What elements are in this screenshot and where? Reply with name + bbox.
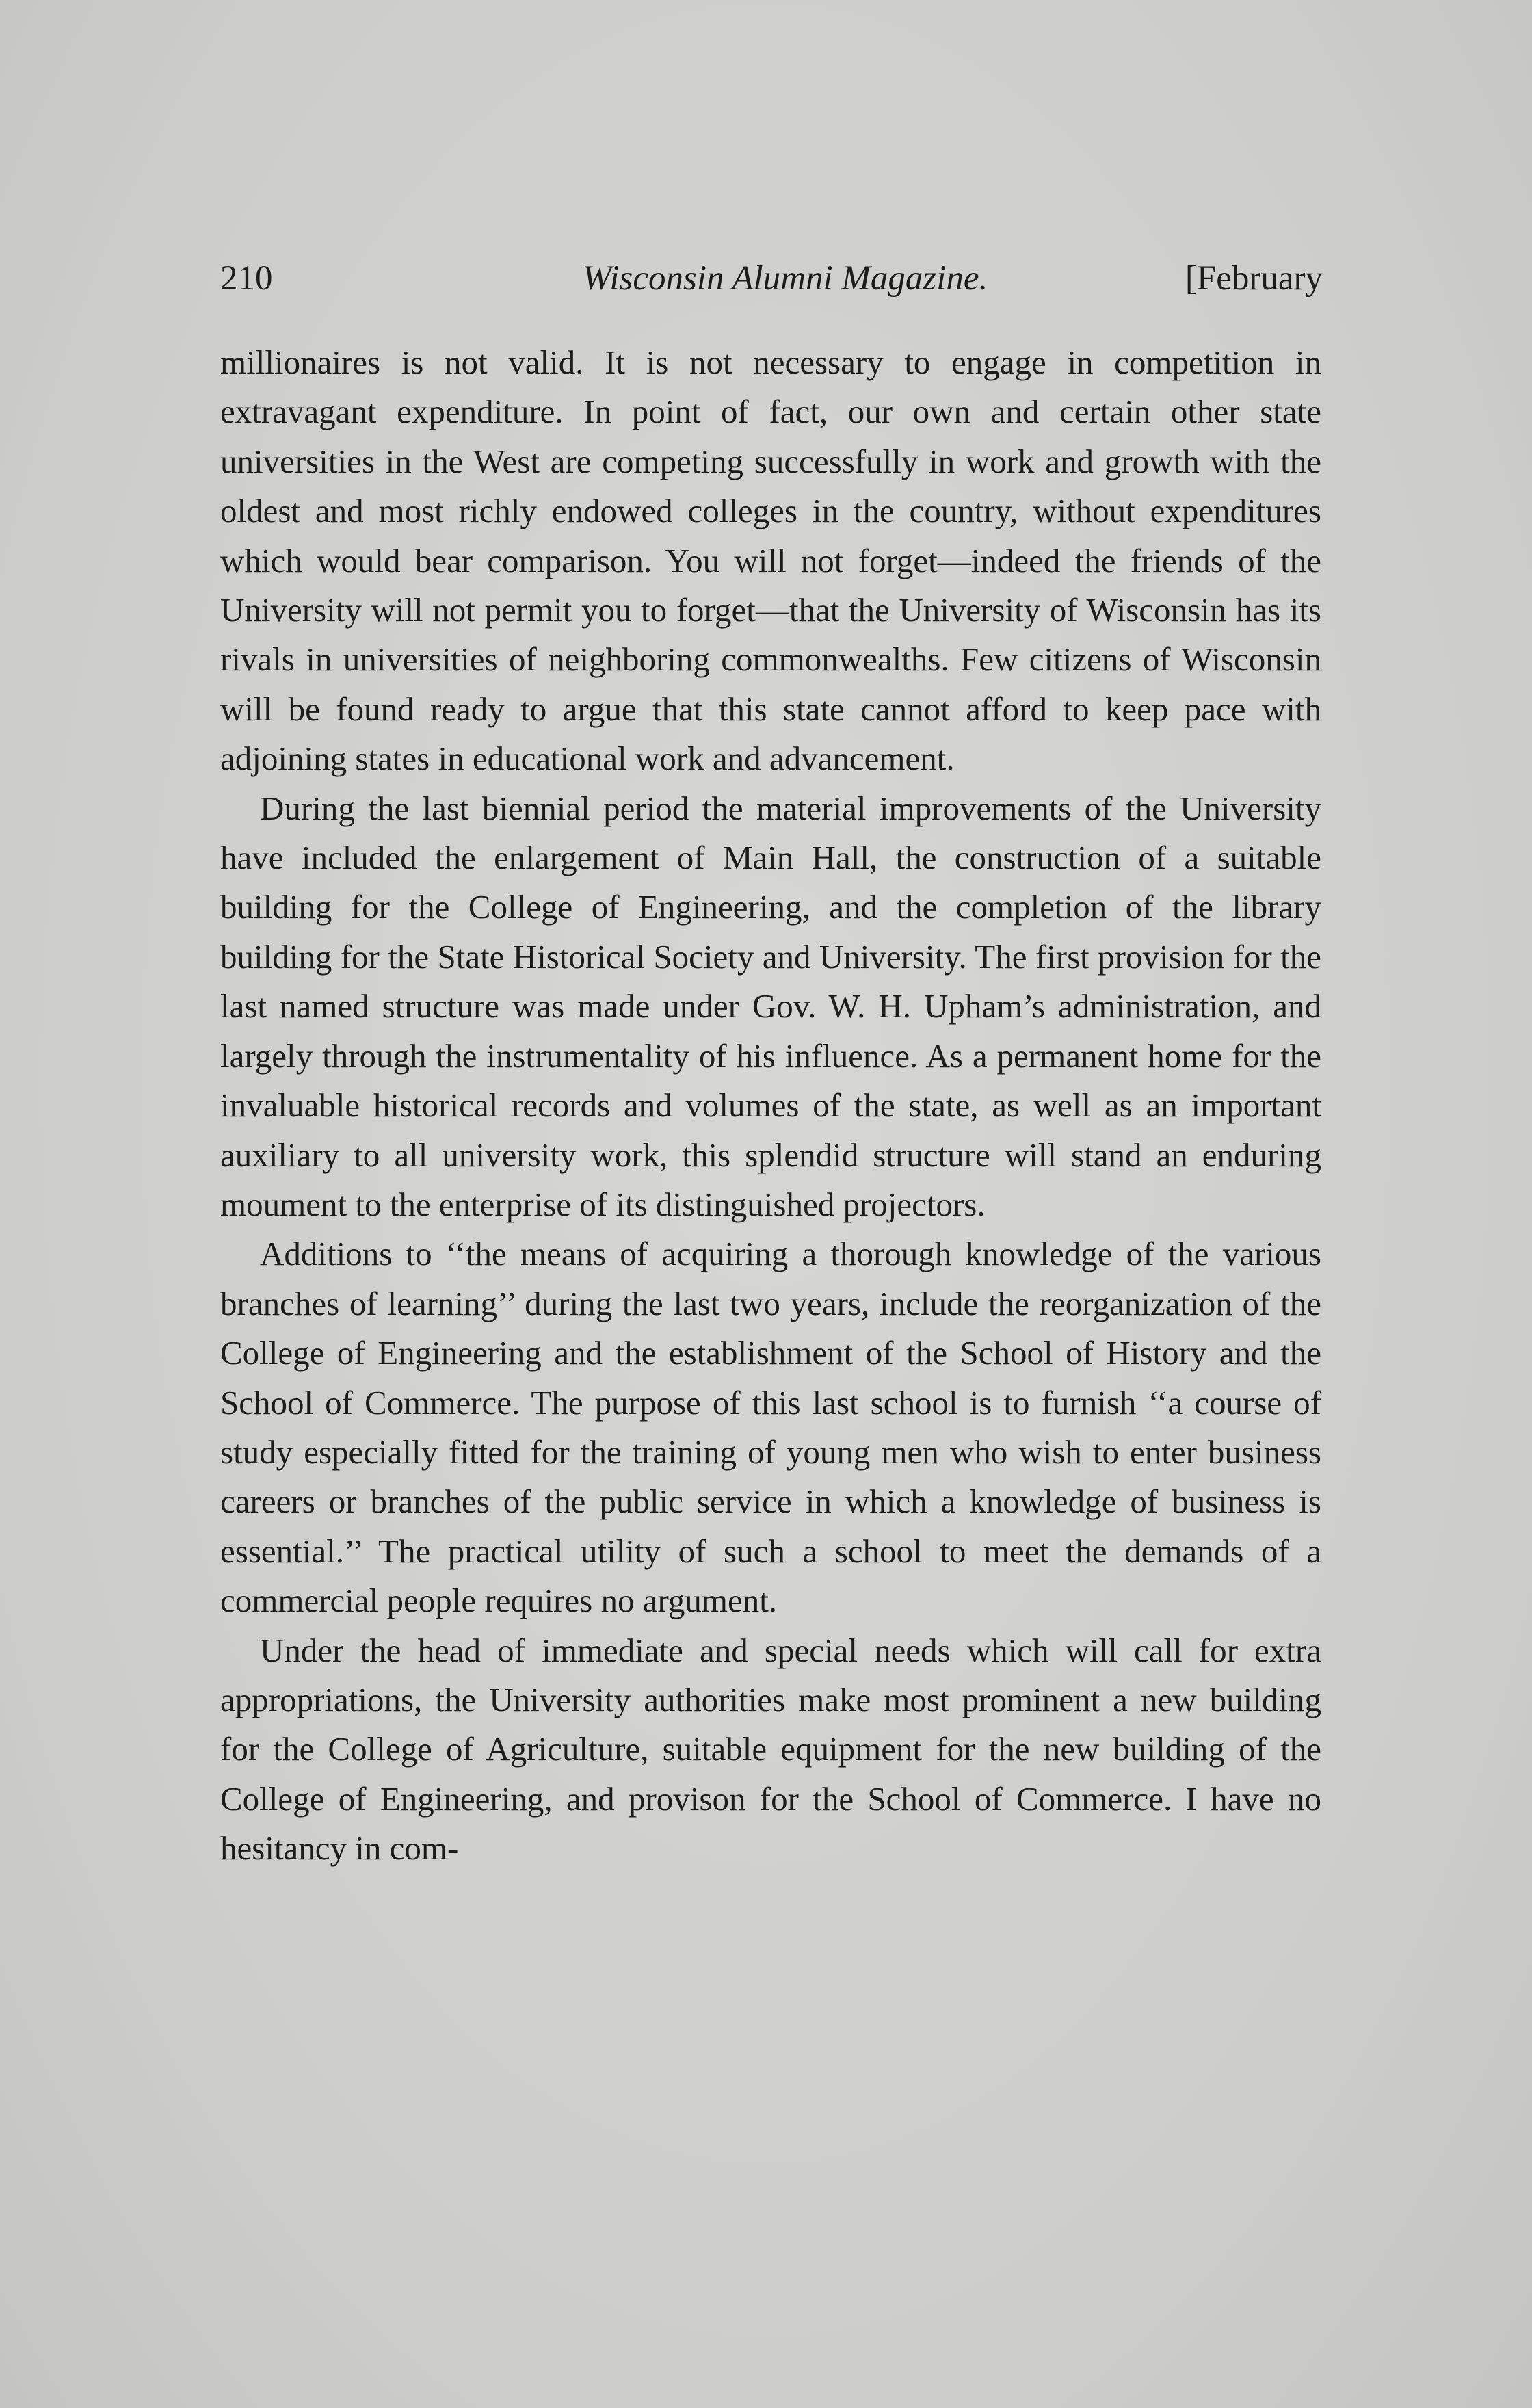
paragraph-3: Additions to ‘‘the means of acquiring a thorough knowledge of the various branches of learning’’ during the last two years, include the reorganization of the College of Engineering and the establishment of the School of History and the School of Commerce. The purpose of this last school is to furnish ‘‘a course of study especially fitted for the training of young men who wish to enter business careers or branches of the public service in which a knowledge of business is essential.’’ The practical utility of such a school to meet the demands of a commercial people requires no argument. (220, 1235, 1321, 1620)
article-body (220, 338, 1321, 1874)
running-header (220, 254, 1323, 302)
magazine-title: Wisconsin Alumni Magazine. (582, 259, 988, 298)
page-number: 210 (220, 259, 273, 298)
paragraph-2: During the last biennial period the material improvements of the University have included the enlargement of Main Hall, the construction of a suitable building for the College of Engineering, and the completion of the library building for the State Historical Society and University. The first provision for the last named structure was made under Gov. W. H. Upham’s administration, and largely through the instrumentality of his influence. As a permanent home for the invaluable historical records and volumes of the state, as well as an important auxiliary to all university work, this splendid structure will stand an enduring moument to the enterprise of its distinguished projectors. (220, 789, 1321, 1223)
issue-month: [February (1185, 259, 1323, 298)
paragraph-4: Under the head of immediate and special needs which will call for extra appropriations, the University authorities make most prominent a new building for the College of Agriculture, suitable equipment for the new building of the College of Engineering, and provison for the School of Commerce. I have no hesitancy in com- (220, 1631, 1321, 1868)
paragraph-1: millionaires is not valid. It is not necessary to engage in competition in extravagant expenditure. In point of fact, our own and certain other state universities in the West are competing successfully in work and growth with the oldest and most richly endowed colleges in the country, without expenditures which would bear comparison. You will not forget—indeed the friends of the University will not permit you to forget—that the University of Wisconsin has its rivals in universities of neighboring commonwealths. Few citizens of Wisconsin will be found ready to argue that this state cannot afford to keep pace with adjoining states in educational work and advancement. (220, 343, 1321, 778)
